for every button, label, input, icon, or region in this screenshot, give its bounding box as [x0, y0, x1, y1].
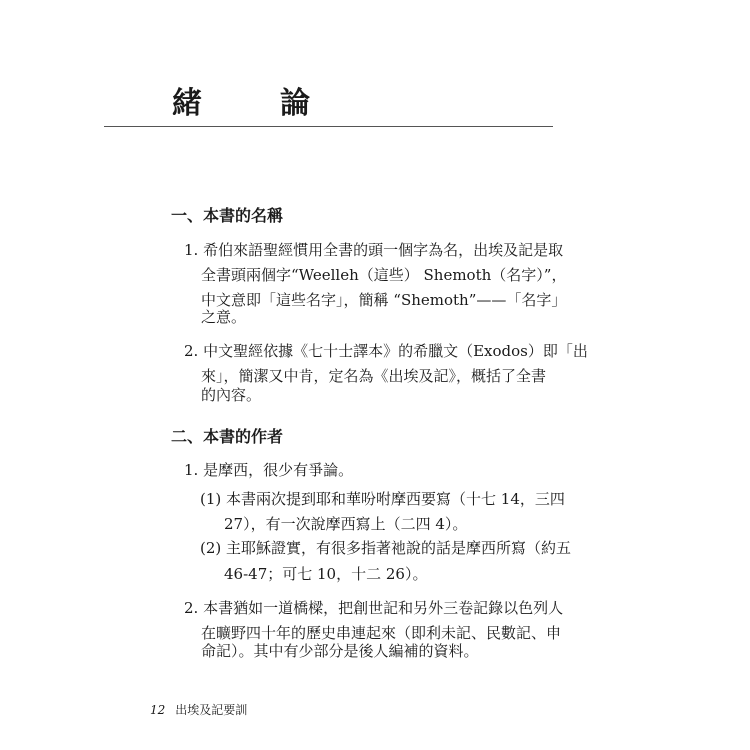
section-heading: 二、本書的作者 [171, 427, 284, 446]
item-line: 中文意即「這些名字」，簡稱 “Shemoth”——「名字」 [201, 291, 567, 309]
item-line: 1. 希伯來語聖經慣用全書的頭一個字為名，出埃及記是取 [184, 241, 564, 259]
item-line: 全書頭兩個字“Weelleh（這些） Shemoth（名字）”， [201, 266, 567, 284]
section-heading: 一、本書的名稱 [171, 206, 284, 225]
running-title: 出埃及記要訓 [175, 703, 248, 717]
subitem-line: (2) 主耶穌證實，有很多指著祂說的話是摩西所寫（約五 [200, 539, 572, 557]
item-line: 命記）。其中有少部分是後人編補的資料。 [201, 642, 479, 660]
item-line: 2. 中文聖經依據《七十士譯本》的希臘文（Exodos）即「出 [184, 342, 588, 360]
page-number: 12 [150, 703, 166, 717]
item-line: 1. 是摩西，很少有爭論。 [184, 461, 354, 479]
subitem-line: 27），有一次說摩西寫上（二四 4）。 [224, 515, 468, 533]
subitem-line: (1) 本書兩次提到耶和華吩咐摩西要寫（十七 14，三四 [200, 490, 565, 508]
item-line: 2. 本書猶如一道橋樑，把創世記和另外三卷記錄以色列人 [184, 599, 564, 617]
title-divider [104, 126, 553, 127]
item-line: 之意。 [201, 308, 247, 326]
page-footer [150, 701, 247, 718]
item-line: 來」，簡潔又中肯，定名為《出埃及記》，概括了全書 [201, 367, 547, 385]
chapter-title: 緒 論 [172, 86, 334, 121]
item-line: 的內容。 [201, 386, 262, 404]
item-line: 在曠野四十年的歷史串連起來（即利未記、民數記、申 [201, 624, 562, 642]
subitem-line: 46-47；可七 10，十二 26）。 [224, 565, 428, 583]
